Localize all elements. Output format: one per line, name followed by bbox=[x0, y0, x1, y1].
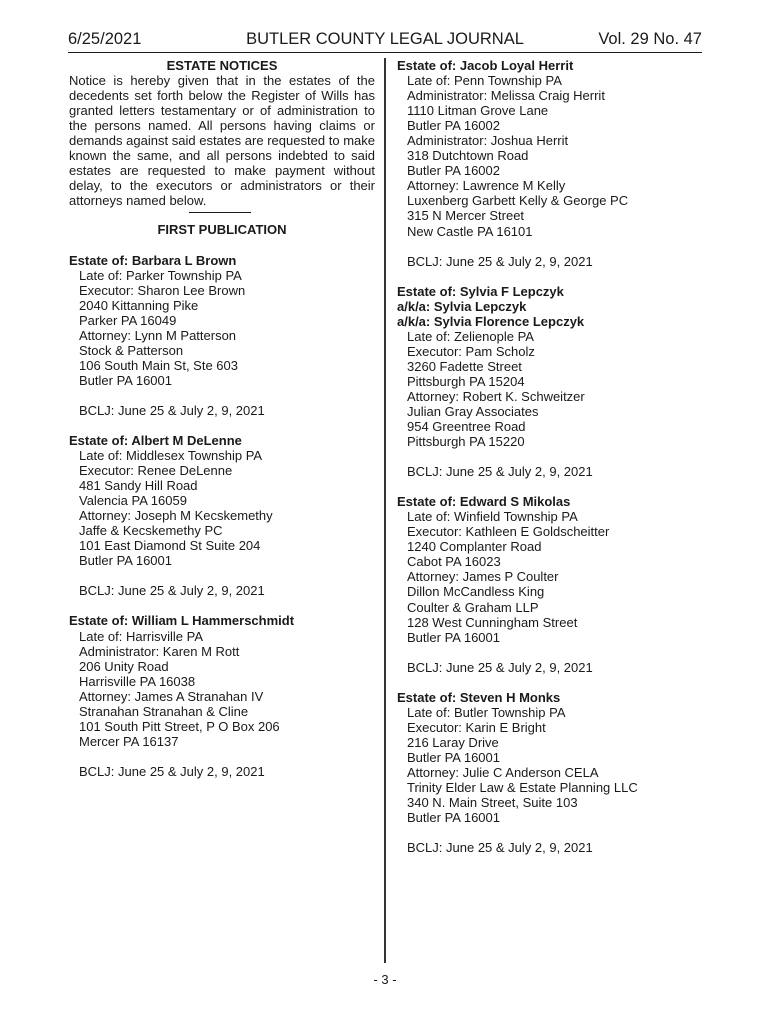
estate-detail-line: Administrator: Melissa Craig Herrit bbox=[407, 88, 605, 104]
estate-detail-line: Attorney: Joseph M Kecskemethy bbox=[79, 508, 273, 524]
estate-heading: Estate of: Barbara L Brown bbox=[69, 252, 237, 268]
volume-number: Vol. 29 No. 47 bbox=[598, 30, 702, 48]
estate-aka: a/k/a: Sylvia Lepczyk bbox=[397, 298, 527, 314]
estate-detail-line: Executor: Kathleen E Goldscheitter bbox=[407, 524, 610, 540]
estate-notice bbox=[69, 613, 375, 778]
publication-dates: BCLJ: June 25 & July 2, 9, 2021 bbox=[79, 763, 265, 779]
estate-detail-line: Trinity Elder Law & Estate Planning LLC bbox=[407, 779, 638, 795]
estate-heading: Estate of: Edward S Mikolas bbox=[397, 494, 571, 510]
journal-title: BUTLER COUNTY LEGAL JOURNAL bbox=[246, 30, 524, 48]
estate-detail-line: Late of: Winfield Township PA bbox=[407, 509, 578, 525]
left-column bbox=[69, 58, 375, 779]
estate-notice bbox=[69, 433, 375, 598]
estate-detail-line: Attorney: Julie C Anderson CELA bbox=[407, 764, 599, 780]
estate-detail-line: Pittsburgh PA 15204 bbox=[407, 373, 525, 389]
publication-dates: BCLJ: June 25 & July 2, 9, 2021 bbox=[407, 840, 593, 856]
left-estate-list bbox=[69, 253, 375, 779]
estate-heading: Estate of: Steven H Monks bbox=[397, 689, 561, 705]
estate-detail-line: 315 N Mercer Street bbox=[407, 208, 525, 224]
estate-detail-line: Pittsburgh PA 15220 bbox=[407, 434, 525, 450]
estate-detail-line: Butler PA 16001 bbox=[79, 372, 172, 388]
estate-detail-line: Executor: Pam Scholz bbox=[407, 343, 535, 359]
estate-detail-line: Harrisville PA 16038 bbox=[79, 673, 196, 689]
estate-detail-line: Late of: Zelienople PA bbox=[407, 328, 534, 344]
estate-heading: Estate of: Jacob Loyal Herrit bbox=[397, 58, 574, 73]
estate-aka: a/k/a: Sylvia Florence Lepczyk bbox=[397, 313, 585, 329]
estate-detail-line: 101 East Diamond St Suite 204 bbox=[79, 538, 261, 554]
estate-detail-line: Coulter & Graham LLP bbox=[407, 599, 539, 615]
column-divider bbox=[384, 58, 386, 963]
estate-detail-line: Julian Gray Associates bbox=[407, 403, 539, 419]
estate-detail-line: Butler PA 16002 bbox=[407, 118, 500, 134]
estate-detail-line: 106 South Main St, Ste 603 bbox=[79, 357, 238, 373]
estate-detail-line: 481 Sandy Hill Road bbox=[79, 478, 198, 494]
estate-detail-line: Late of: Butler Township PA bbox=[407, 704, 566, 720]
estate-detail-line: Late of: Penn Township PA bbox=[407, 73, 562, 89]
estate-detail-line: 128 West Cunningham Street bbox=[407, 614, 578, 630]
estate-detail-line: Butler PA 16001 bbox=[79, 553, 172, 569]
estate-detail-line: Dillon McCandless King bbox=[407, 584, 545, 600]
estate-notice bbox=[69, 253, 375, 418]
estate-detail-line: Butler PA 16001 bbox=[407, 629, 500, 645]
estate-detail-line: Butler PA 16001 bbox=[407, 810, 500, 826]
divider-rule bbox=[189, 212, 251, 213]
estate-detail-line: Administrator: Karen M Rott bbox=[79, 643, 240, 659]
estate-detail-line: Executor: Karin E Bright bbox=[407, 719, 546, 735]
estate-detail-line: Attorney: Lawrence M Kelly bbox=[407, 178, 566, 194]
first-publication-heading: FIRST PUBLICATION bbox=[157, 222, 287, 238]
estate-detail-line: 340 N. Main Street, Suite 103 bbox=[407, 795, 578, 811]
estate-detail-line: 2040 Kittanning Pike bbox=[79, 297, 199, 313]
estate-detail-line: Luxenberg Garbett Kelly & George PC bbox=[407, 193, 629, 209]
estate-detail-line: 954 Greentree Road bbox=[407, 419, 526, 435]
page-header bbox=[68, 30, 702, 53]
estate-detail-line: 101 South Pitt Street, P O Box 206 bbox=[79, 718, 280, 734]
estate-notice bbox=[397, 58, 702, 269]
estate-detail-line: Butler PA 16001 bbox=[407, 749, 500, 765]
estate-detail-line: Stock & Patterson bbox=[79, 342, 184, 358]
estate-detail-line: 1110 Litman Grove Lane bbox=[407, 103, 549, 119]
right-estate-list bbox=[397, 58, 702, 855]
estate-detail-line: 216 Laray Drive bbox=[407, 734, 499, 750]
estate-heading: Estate of: William L Hammerschmidt bbox=[69, 613, 295, 629]
estate-detail-line: Valencia PA 16059 bbox=[79, 493, 187, 509]
right-column bbox=[397, 58, 702, 855]
estate-detail-line: Executor: Sharon Lee Brown bbox=[79, 282, 246, 298]
estate-detail-line: Late of: Middlesex Township PA bbox=[79, 448, 263, 464]
estate-detail-line: Late of: Harrisville PA bbox=[79, 628, 204, 644]
estate-detail-line: Butler PA 16002 bbox=[407, 163, 500, 179]
estate-detail-line: Attorney: James P Coulter bbox=[407, 569, 559, 585]
notice-intro: Notice is hereby given that in the estates of the decedents set forth below the Register of Wills has granted letters testamentary or of administration to the persons named. All persons having claims or demands against said estates are requested to make known the same, and all persons indebted to said estates are requested to make payment without delay, to the executors or administrators or their attorneys named below. bbox=[69, 73, 375, 209]
estate-detail-line: Attorney: Lynn M Patterson bbox=[79, 327, 237, 343]
estate-notice bbox=[397, 690, 702, 855]
estate-detail-line: New Castle PA 16101 bbox=[407, 223, 533, 239]
estate-heading: Estate of: Albert M DeLenne bbox=[69, 432, 242, 448]
estate-detail-line: Attorney: James A Stranahan IV bbox=[79, 688, 264, 704]
estate-detail-line: Cabot PA 16023 bbox=[407, 554, 501, 570]
header-date: 6/25/2021 bbox=[68, 30, 142, 48]
publication-dates: BCLJ: June 25 & July 2, 9, 2021 bbox=[79, 583, 265, 599]
estate-detail-line: Stranahan Stranahan & Cline bbox=[79, 703, 249, 719]
publication-dates: BCLJ: June 25 & July 2, 9, 2021 bbox=[407, 253, 593, 269]
estate-detail-line: Parker PA 16049 bbox=[79, 312, 177, 328]
estate-detail-line: 1240 Complanter Road bbox=[407, 539, 542, 555]
estate-detail-line: Administrator: Joshua Herrit bbox=[407, 133, 569, 149]
estate-detail-line: 318 Dutchtown Road bbox=[407, 148, 529, 164]
publication-dates: BCLJ: June 25 & July 2, 9, 2021 bbox=[407, 659, 593, 675]
estate-detail-line: Attorney: Robert K. Schweitzer bbox=[407, 388, 585, 404]
estate-detail-line: Jaffe & Kecskemethy PC bbox=[79, 523, 223, 539]
estate-detail-line: 206 Unity Road bbox=[79, 658, 169, 674]
estate-detail-line: Late of: Parker Township PA bbox=[79, 267, 242, 283]
estate-notice bbox=[397, 284, 702, 480]
estate-notice bbox=[397, 494, 702, 675]
estate-detail-line: 3260 Fadette Street bbox=[407, 358, 522, 374]
estate-detail-line: Executor: Renee DeLenne bbox=[79, 463, 233, 479]
section-title: ESTATE NOTICES bbox=[166, 58, 278, 73]
publication-dates: BCLJ: June 25 & July 2, 9, 2021 bbox=[79, 402, 265, 418]
publication-dates: BCLJ: June 25 & July 2, 9, 2021 bbox=[407, 464, 593, 480]
estate-detail-line: Mercer PA 16137 bbox=[79, 733, 179, 749]
estate-heading: Estate of: Sylvia F Lepczyk bbox=[397, 283, 564, 299]
page-number: - 3 - bbox=[373, 972, 397, 987]
